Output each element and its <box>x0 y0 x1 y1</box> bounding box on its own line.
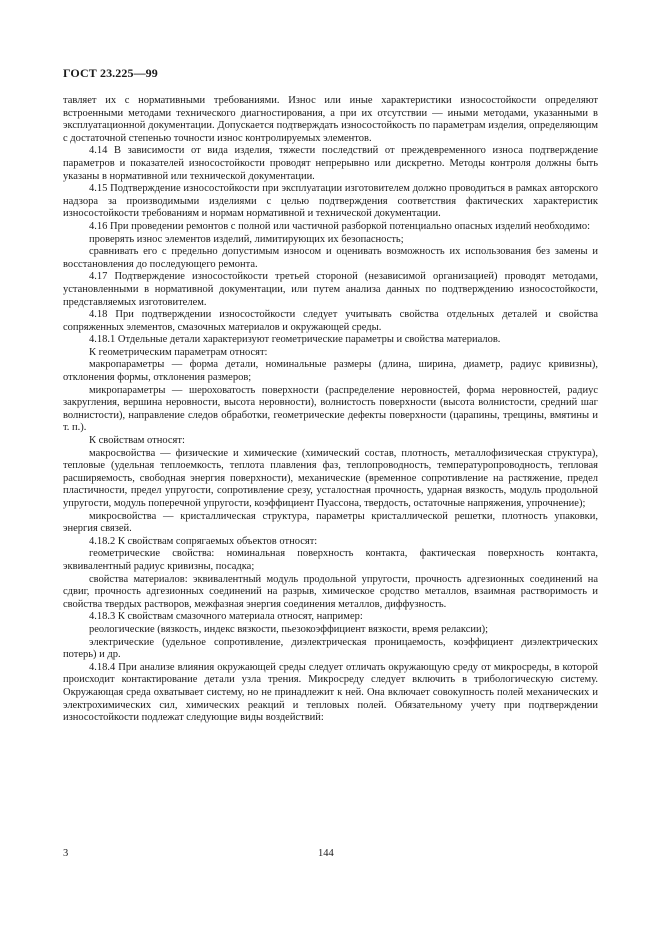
paragraph: 4.15 Подтверждение износостойкости при эксплуатации изготовителем должно проводиться в рамках авторского надзора за производимыми изделиями с целью подтверждения соответствия фактических характеристик износостойкости требованиям и нормам нормативной и технической документации. <box>63 183 598 220</box>
paragraph: электрические (удельное сопротивление, диэлектрическая проницаемость, коэффициент диэлектрических потерь) и др. <box>63 636 598 661</box>
paragraph: микросвойства — кристаллическая структура, параметры кристаллической решетки, плотность упаковки, энергия связей. <box>63 510 598 535</box>
paragraph: 4.18.3 К свойствам смазочного материала относят, например: <box>89 611 363 623</box>
paragraph: К свойствам относят: <box>89 435 185 447</box>
paragraph: 4.18.4 При анализе влияния окружающей среды следует отличать окружающую среду от микросреды, в которой происходит контактирование детали узла трения. Микросреду следует включить в трибологическую систему. Окружающая среда охватывает систему, но не принадлежит к ней. Она включает совокупность полей механических и электрохимических сил, химических реакций и тепловых полей. Обязательному учету при подтверждении износостойкости подлежат следующие виды воздействий: <box>63 661 598 724</box>
paragraph: реологические (вязкость, индекс вязкости, пьезокоэффициент вязкости, время релаксии); <box>89 623 489 635</box>
page-number: 144 <box>318 848 334 859</box>
paragraph: свойства материалов: эквивалентный модуль продольной упругости, прочность адгезионных соединений на сдвиг, прочность адгезионных соединений на разрыв, химическое сродство металлов, взаимная растворимость и свойства твердых растворов, межфазная энергия соединения металлов, диффузность. <box>63 573 598 610</box>
paragraph: 4.17 Подтверждение износостойкости третьей стороной (независимой организацией) проводят методами, установленными в нормативной документации, или путем анализа данных по подтверждению износостойкости, представляемых изготовителем. <box>63 271 598 308</box>
paragraph: макропараметры — форма детали, номинальные размеры (длина, ширина, диаметр, радиус кривизны), отклонения формы, отклонения размеров; <box>63 359 598 384</box>
paragraph: 4.18.2 К свойствам сопрягаемых объектов относят: <box>89 535 318 547</box>
footer-left-number: 3 <box>63 848 69 859</box>
paragraph: 4.16 При проведении ремонтов с полной или частичной разборкой потенциально опасных изделий необходимо: <box>89 220 591 232</box>
paragraph: макросвойства — физические и химические (химический состав, плотность, металлофизическая структура), тепловые (удельная теплоемкость, теплота плавления фаз, теплопроводность, температуропроводность, тепловая расширяемость, свободная энергия поверхности), механические (временное сопротивление на растяжение, предел пластичности, предел упругости, сопротивление срезу, усталостная прочность, ударная вязкость, модуль продольной упругости, модуль поперечной упругости, коэффициент Пуассона, твердость, остаточные напряжения, упрочнение); <box>63 447 598 509</box>
paragraph: 4.18 При подтверждении износостойкости следует учитывать свойства отдельных деталей и свойства сопряженных элементов, смазочных материалов и окружающей среды. <box>63 309 598 333</box>
paragraph: 4.18.1 Отдельные детали характеризуют геометрические параметры и свойства материалов. <box>89 334 501 346</box>
paragraph: проверять износ элементов изделий, лимитирующих их безопасность; <box>89 233 404 245</box>
document-body <box>63 95 598 725</box>
paragraph: К геометрическим параметрам относят: <box>89 346 268 358</box>
paragraph: микропараметры — шероховатость поверхности (распределение неровностей, форма неровностей, радиус закругления, вершина неровности, высота неровности), волнистость поверхности (высота волнистости, средний шаг волнистости), направление следов обработки, геометрические дефекты поверхности (царапины, трещины, вмятины и т. п.). <box>63 384 598 434</box>
paragraph: тавляет их с нормативными требованиями. Износ или иные характеристики износостойкости определяют встроенными методами технического диагностирования, а при их отсутствии — иными методами, указанными в эксплуатационной документации. Допускается подтверждать износостойкость по параметрам изделия, определяющим с достаточной степенью точности износ контролируемых элементов. <box>63 95 598 144</box>
document-header: ГОСТ 23.225—99 <box>63 66 158 80</box>
paragraph: сравнивать его с предельно допустимым износом и оценивать возможность их использования без замены и восстановления до последующего ремонта. <box>63 246 598 270</box>
paragraph: геометрические свойства: номинальная поверхность контакта, фактическая поверхность контакта, эквивалентный радиус кривизны, посадка; <box>63 548 598 572</box>
paragraph: 4.14 В зависимости от вида изделия, тяжести последствий от преждевременного износа подтверждение параметров и показателей износостойкости проводят непрерывно или дискретно. Методы контроля должны быть указаны в нормативной или технической документации. <box>63 145 598 182</box>
